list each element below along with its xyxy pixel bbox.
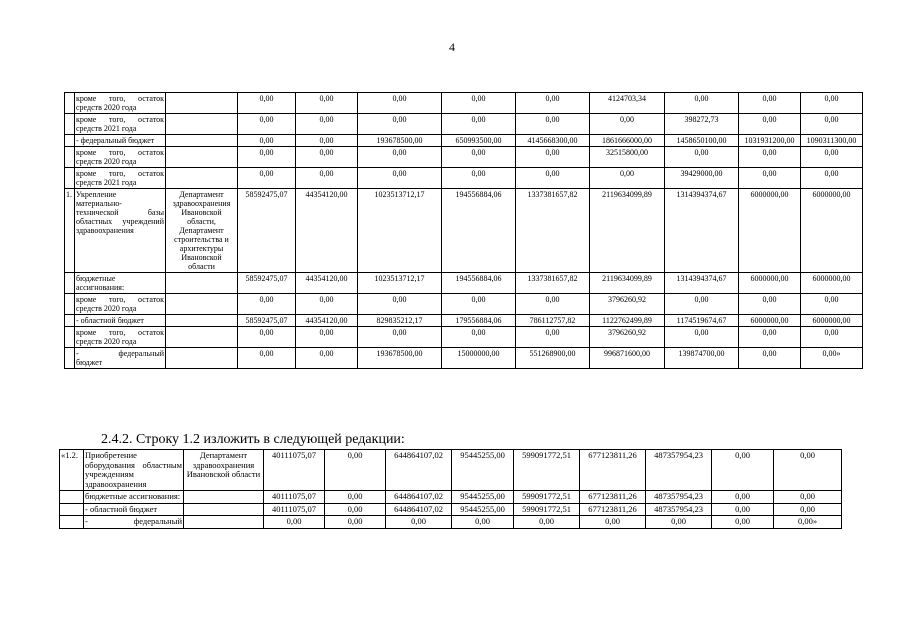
row-name-cell: кроме того, остаток средств 2020 года [76,295,164,313]
amount-cell: 0,00 [238,114,296,135]
table-row [65,135,863,147]
amount-cell: 0,00 [296,327,358,348]
amount-cell: 0,00 [712,491,774,504]
department-cell [166,147,238,168]
amount-cell: 0,00 [712,503,774,516]
amount-cell: 551268900,00 [516,348,590,369]
amount-cell: 0,00 [238,327,296,348]
amount-cell: 0,00 [580,516,646,529]
amount-cell: 0,00 [801,327,863,348]
amount-cell: 0,00 [296,348,358,369]
amount-cell: 0,00 [238,168,296,189]
amount-cell: 0,00 [646,516,712,529]
amount-cell: 32515800,00 [590,147,665,168]
amount-cell: 487357954,23 [646,450,712,491]
table-row [65,294,863,315]
amount-cell: 786112757,82 [516,315,590,327]
amount-cell: 0,00 [296,147,358,168]
amount-cell: 0,00 [325,516,386,529]
amount-cell: 0,00 [665,147,739,168]
amount-cell: 0,00 [358,147,442,168]
row-number-cell [65,147,75,168]
table-row [65,327,863,348]
amount-cell: 650993500,00 [442,135,516,147]
row-number-cell [65,114,75,135]
department-cell [166,93,238,114]
amount-cell: 15000000,00 [442,348,516,369]
amount-cell: 44354120,00 [296,315,358,327]
amount-cell: 0,00 [801,114,863,135]
row-name-cell [75,348,166,369]
row-number-cell [60,516,84,529]
amount-cell: 44354120,00 [296,273,358,294]
department-cell [184,516,264,529]
amount-cell: 0,00 [516,327,590,348]
amount-cell: 0,00» [801,348,863,369]
amount-cell: 0,00 [325,450,386,491]
row-name-cell: кроме того, остаток средств 2021 года [76,169,164,187]
row-number-cell: 1. [65,189,75,273]
department-cell [166,114,238,135]
amount-cell: 0,00» [774,516,842,529]
amount-cell: 599091772,51 [514,491,580,504]
amount-cell: 0,00 [665,327,739,348]
amount-cell: 179556884,06 [442,315,516,327]
row-number-cell [65,93,75,114]
amount-cell: 0,00 [739,168,801,189]
amount-cell: 1458650100,00 [665,135,739,147]
amount-cell: 194556884,06 [442,189,516,273]
amount-cell: 0,00 [325,491,386,504]
amount-cell: 487357954,23 [646,491,712,504]
row-name-dash: - [85,516,88,526]
section-heading: 2.4.2. Строку 1.2 изложить в следующей редакции: [101,432,405,447]
row-number-cell [65,294,75,315]
row-number-cell [60,491,84,504]
amount-cell: 0,00 [358,114,442,135]
table-row [65,114,863,135]
amount-cell: 677123811,26 [580,450,646,491]
amount-cell: 0,00 [386,516,452,529]
amount-cell: 0,00 [358,168,442,189]
amount-cell: 0,00 [590,168,665,189]
row-name-cell: - областной бюджет [75,315,166,327]
department-cell [184,503,264,516]
row-name-cell: кроме того, остаток средств 2020 года [76,328,164,346]
row-number-cell [65,327,75,348]
amount-cell: 0,00 [739,147,801,168]
amount-cell: 0,00 [739,93,801,114]
row-1-2-table [59,449,842,529]
amount-cell: 4124703,34 [590,93,665,114]
amount-cell: 644864107,02 [386,503,452,516]
department-cell [166,327,238,348]
amount-cell: 0,00 [665,93,739,114]
amount-cell: 0,00 [739,348,801,369]
amount-cell: 829835212,17 [358,315,442,327]
amount-cell: 0,00 [442,327,516,348]
amount-cell: 0,00 [516,147,590,168]
amount-cell: 58592475,07 [238,315,296,327]
amount-cell: 193678500,00 [358,135,442,147]
amount-cell: 0,00 [238,348,296,369]
row-number-cell [65,273,75,294]
amount-cell: 0,00 [514,516,580,529]
row-name-label: федеральный [133,516,182,526]
amount-cell: 0,00 [516,294,590,315]
row-name-cell: Приобретение оборудования областным учреждениям здравоохранения [85,450,182,489]
amount-cell: 1314394374,67 [665,189,739,273]
row-name-cell: Укрепление материально-технической базы областных учреждений здравоохранения [75,189,166,273]
amount-cell: 44354120,00 [296,189,358,273]
table-row [60,450,842,491]
amount-cell: 6000000,00 [801,273,863,294]
amount-cell: 0,00 [358,93,442,114]
amount-cell: 0,00 [739,327,801,348]
row-name-cell: бюджетные ассигнования: [84,491,184,504]
amount-cell: 644864107,02 [386,450,452,491]
amount-cell: 599091772,51 [514,503,580,516]
amount-cell: 40111075,07 [264,491,325,504]
row-number-cell [65,348,75,369]
table-row [60,503,842,516]
row-name-cell: кроме того, остаток средств 2020 года [76,94,164,112]
amount-cell: 1174519674,67 [665,315,739,327]
amount-cell: 1314394374,67 [665,273,739,294]
row-name-cell: кроме того, остаток средств 2021 года [76,115,164,133]
amount-cell: 1337381657,82 [516,273,590,294]
amount-cell: 0,00 [325,503,386,516]
amount-cell: 0,00 [516,93,590,114]
amount-cell: 0,00 [712,450,774,491]
amount-cell: 194556884,06 [442,273,516,294]
amount-cell: 3796260,92 [590,294,665,315]
amount-cell: 0,00 [358,327,442,348]
amount-cell: 0,00 [296,114,358,135]
amount-cell: 0,00 [264,516,325,529]
amount-cell: 0,00 [358,294,442,315]
amount-cell: 0,00 [442,93,516,114]
amount-cell: 1861666000,00 [590,135,665,147]
row-number-cell [65,135,75,147]
amount-cell: 0,00 [801,147,863,168]
table-row [65,273,863,294]
row-name-dash: - [76,349,79,358]
amount-cell: 193678500,00 [358,348,442,369]
amount-cell: 0,00 [296,168,358,189]
table-row [60,516,842,529]
amount-cell: 0,00 [801,93,863,114]
table-row [65,348,863,369]
row-name-cell [84,516,184,529]
amount-cell: 58592475,07 [238,189,296,273]
amount-cell: 95445255,00 [452,450,514,491]
amount-cell: 0,00 [801,294,863,315]
row-number-cell [60,503,84,516]
department-cell [166,315,238,327]
amount-cell: 40111075,07 [264,450,325,491]
table-row [65,189,863,273]
department-cell [166,348,238,369]
department-cell [184,491,264,504]
amount-cell: 0,00 [590,114,665,135]
amount-cell: 95445255,00 [452,491,514,504]
amount-cell: 0,00 [801,168,863,189]
amount-cell: 1122762499,89 [590,315,665,327]
amount-cell: 2119634099,89 [590,189,665,273]
row-name-label: федеральный [118,349,164,358]
amount-cell: 95445255,00 [452,503,514,516]
row-number-cell: «1.2. [60,450,84,491]
amount-cell: 4145668300,00 [516,135,590,147]
table-row [60,491,842,504]
department-cell [166,273,238,294]
amount-cell: 0,00 [442,114,516,135]
amount-cell: 398272,73 [665,114,739,135]
amount-cell: 6000000,00 [739,273,801,294]
row-name-tail: бюджет [76,358,103,367]
row-name-cell: - областной бюджет [84,503,184,516]
amount-cell: 599091772,51 [514,450,580,491]
amount-cell: 0,00 [238,93,296,114]
amount-cell: 0,00 [739,114,801,135]
amount-cell: 1023513712,17 [358,189,442,273]
amount-cell: 0,00 [739,294,801,315]
table-row [65,315,863,327]
department-cell: Департамент здравоохранения Ивановской области [184,450,264,491]
amount-cell: 6000000,00 [801,315,863,327]
row-name-cell: кроме того, остаток средств 2020 года [76,148,164,166]
amount-cell: 0,00 [774,503,842,516]
amount-cell: 0,00 [296,93,358,114]
amount-cell: 1337381657,82 [516,189,590,273]
amount-cell: 1023513712,17 [358,273,442,294]
amount-cell: 1031931200,00 [739,135,801,147]
department-cell [166,294,238,315]
amount-cell: 6000000,00 [801,189,863,273]
amount-cell: 0,00 [296,294,358,315]
amount-cell: 0,00 [442,294,516,315]
amount-cell: 644864107,02 [386,491,452,504]
amount-cell: 0,00 [296,135,358,147]
amount-cell: 0,00 [442,147,516,168]
row-number-cell [65,315,75,327]
amount-cell: 2119634099,89 [590,273,665,294]
amount-cell: 0,00 [665,294,739,315]
amount-cell: 487357954,23 [646,503,712,516]
row-name-cell: - федеральный бюджет [75,135,166,147]
department-cell [166,168,238,189]
department-cell [166,135,238,147]
amount-cell: 996871600,00 [590,348,665,369]
page-number: 4 [449,40,455,54]
amount-cell: 0,00 [238,147,296,168]
amount-cell: 0,00 [516,114,590,135]
table-row [65,147,863,168]
department-cell: Департамент здравоохранения Ивановской области, Департамент строительства и архитектуры Ивановской области [166,189,238,273]
amount-cell: 1090311300,00 [801,135,863,147]
row-name-cell: бюджетные ассигнования: [75,273,166,294]
amount-cell: 0,00 [452,516,514,529]
table-row [65,168,863,189]
amount-cell: 0,00 [516,168,590,189]
amount-cell: 6000000,00 [739,315,801,327]
amount-cell: 139874700,00 [665,348,739,369]
amount-cell: 677123811,26 [580,503,646,516]
amount-cell: 0,00 [238,135,296,147]
amount-cell: 0,00 [442,168,516,189]
amount-cell: 0,00 [712,516,774,529]
amount-cell: 677123811,26 [580,491,646,504]
amount-cell: 0,00 [774,450,842,491]
amount-cell: 40111075,07 [264,503,325,516]
amount-cell: 0,00 [774,491,842,504]
amount-cell: 39429000,00 [665,168,739,189]
amount-cell: 0,00 [238,294,296,315]
amount-cell: 6000000,00 [739,189,801,273]
budget-table-continuation [64,92,863,369]
amount-cell: 58592475,07 [238,273,296,294]
table-row [65,93,863,114]
amount-cell: 3796260,92 [590,327,665,348]
row-number-cell [65,168,75,189]
